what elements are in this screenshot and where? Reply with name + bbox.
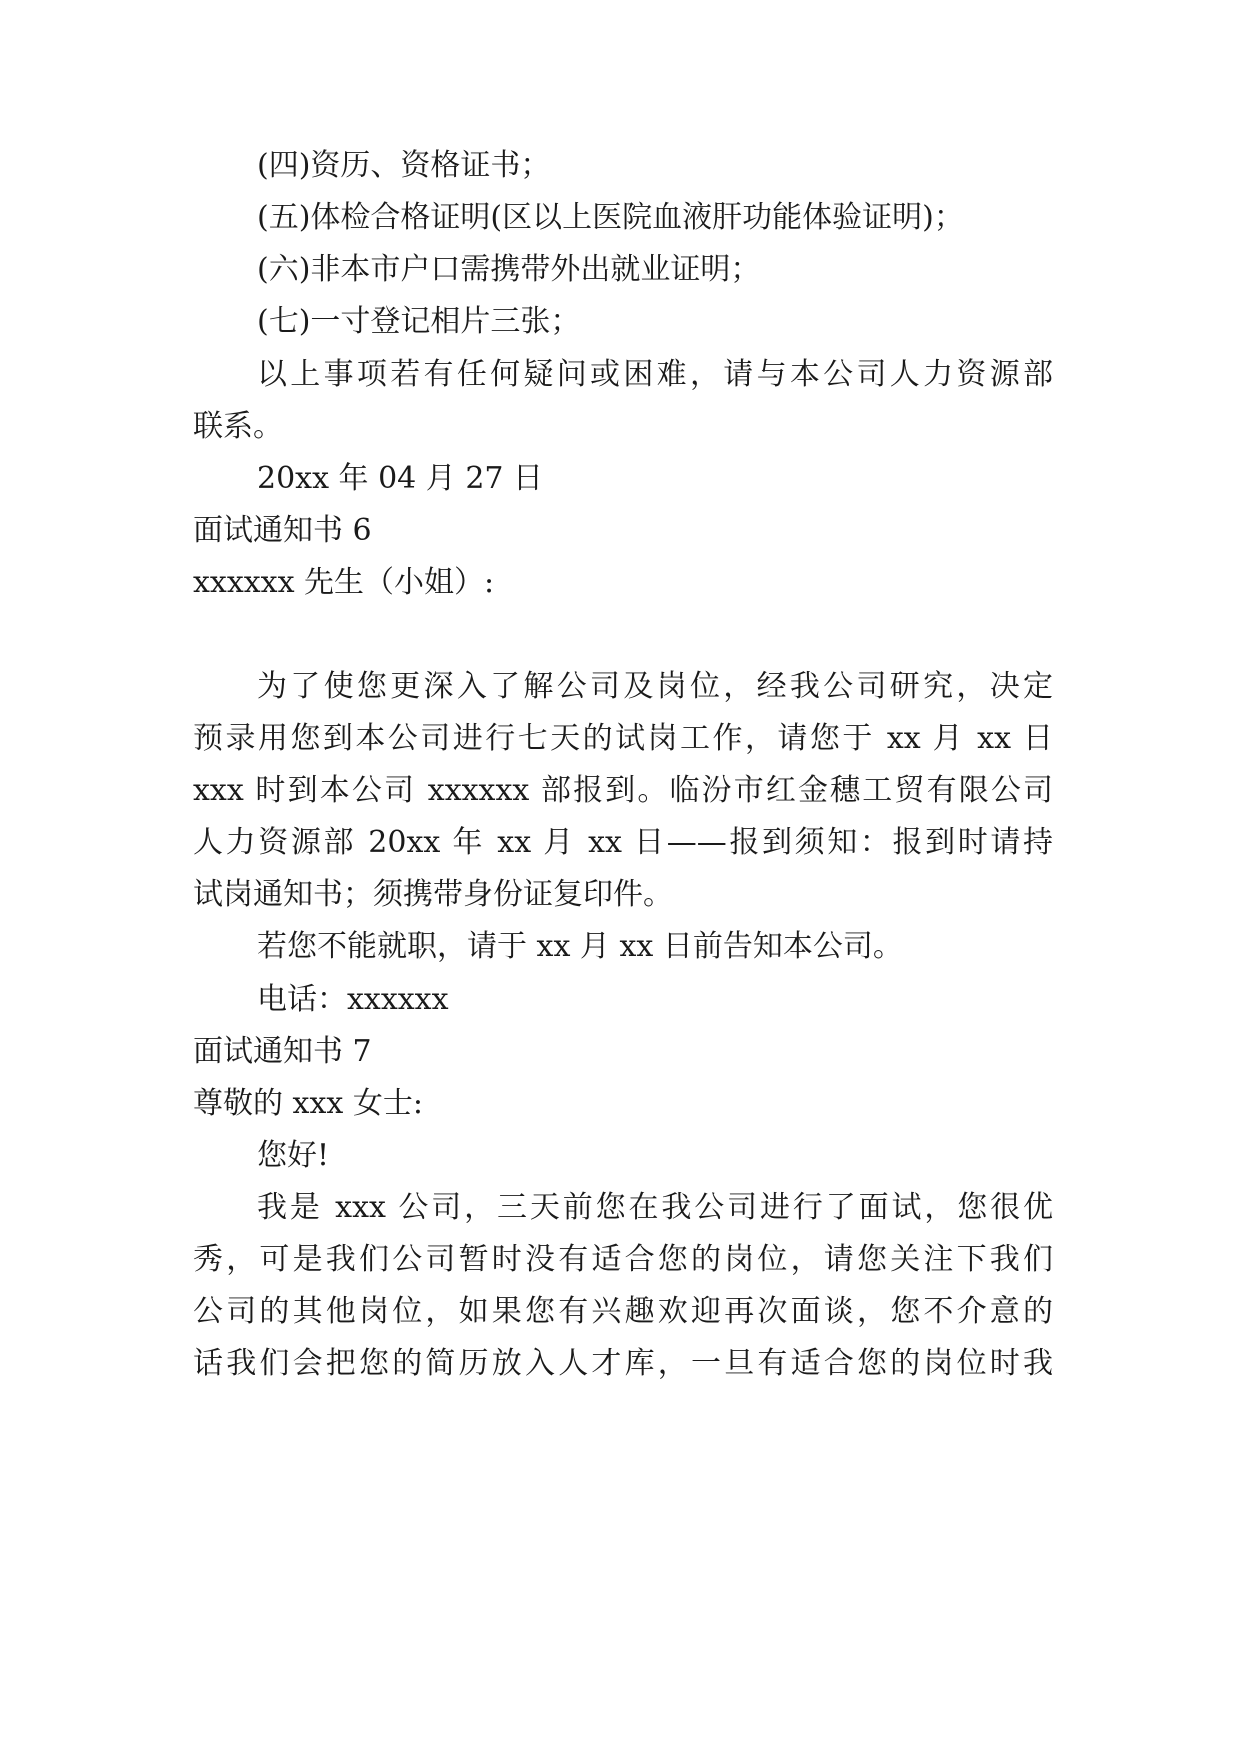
notice-6-phone: 电话：xxxxxx (257, 982, 449, 1017)
requirement-item-6: (六)非本市户口需携带外出就业证明； (257, 252, 761, 287)
notice-6-body-line: 人力资源部 20xx 年 xx 月 xx 日——报到须知：报到时请持 (193, 825, 1053, 860)
notice-7-greeting: 您好! (257, 1138, 330, 1173)
notice-6-body-line: 试岗通知书；须携带身份证复印件。 (193, 877, 673, 912)
requirement-item-5: (五)体检合格证明(区以上医院血液肝功能体验证明)； (257, 200, 964, 235)
notice-7-body-line: 公司的其他岗位，如果您有兴趣欢迎再次面谈，您不介意的 (193, 1294, 1053, 1329)
notice-6-body-line: xxx 时到本公司 xxxxxx 部报到。临汾市红金穗工贸有限公司 (193, 773, 1053, 808)
notice-7-body-line: 话我们会把您的简历放入人才库，一旦有适合您的岗位时我 (193, 1346, 1053, 1381)
notice-7-body-line: 秀，可是我们公司暂时没有适合您的岗位，请您关注下我们 (193, 1242, 1053, 1277)
notice-7-salutation: 尊敬的 xxx 女士: (193, 1086, 423, 1121)
notice-7-title: 面试通知书 7 (193, 1034, 372, 1069)
contact-paragraph-line-1: 以上事项若有任何疑问或困难，请与本公司人力资源部 (257, 357, 1053, 392)
notice-6-body-line: 为了使您更深入了解公司及岗位，经我公司研究，决定 (257, 669, 1053, 704)
requirement-item-4: (四)资历、资格证书； (257, 148, 551, 183)
notice-7-body-line: 我是 xxx 公司，三天前您在我公司进行了面试，您很优 (257, 1190, 1053, 1225)
contact-paragraph-line-2: 联系。 (193, 409, 283, 444)
notice-6-title: 面试通知书 6 (193, 513, 372, 548)
notice-6-decline-note: 若您不能就职，请于 xx 月 xx 日前告知本公司。 (257, 929, 903, 964)
requirement-item-7: (七)一寸登记相片三张； (257, 304, 581, 339)
notice-6-salutation: xxxxxx 先生（小姐）: (193, 565, 495, 600)
notice-date: 20xx 年 04 月 27 日 (257, 461, 544, 496)
notice-6-body-line: 预录用您到本公司进行七天的试岗工作，请您于 xx 月 xx 日 (193, 721, 1053, 756)
